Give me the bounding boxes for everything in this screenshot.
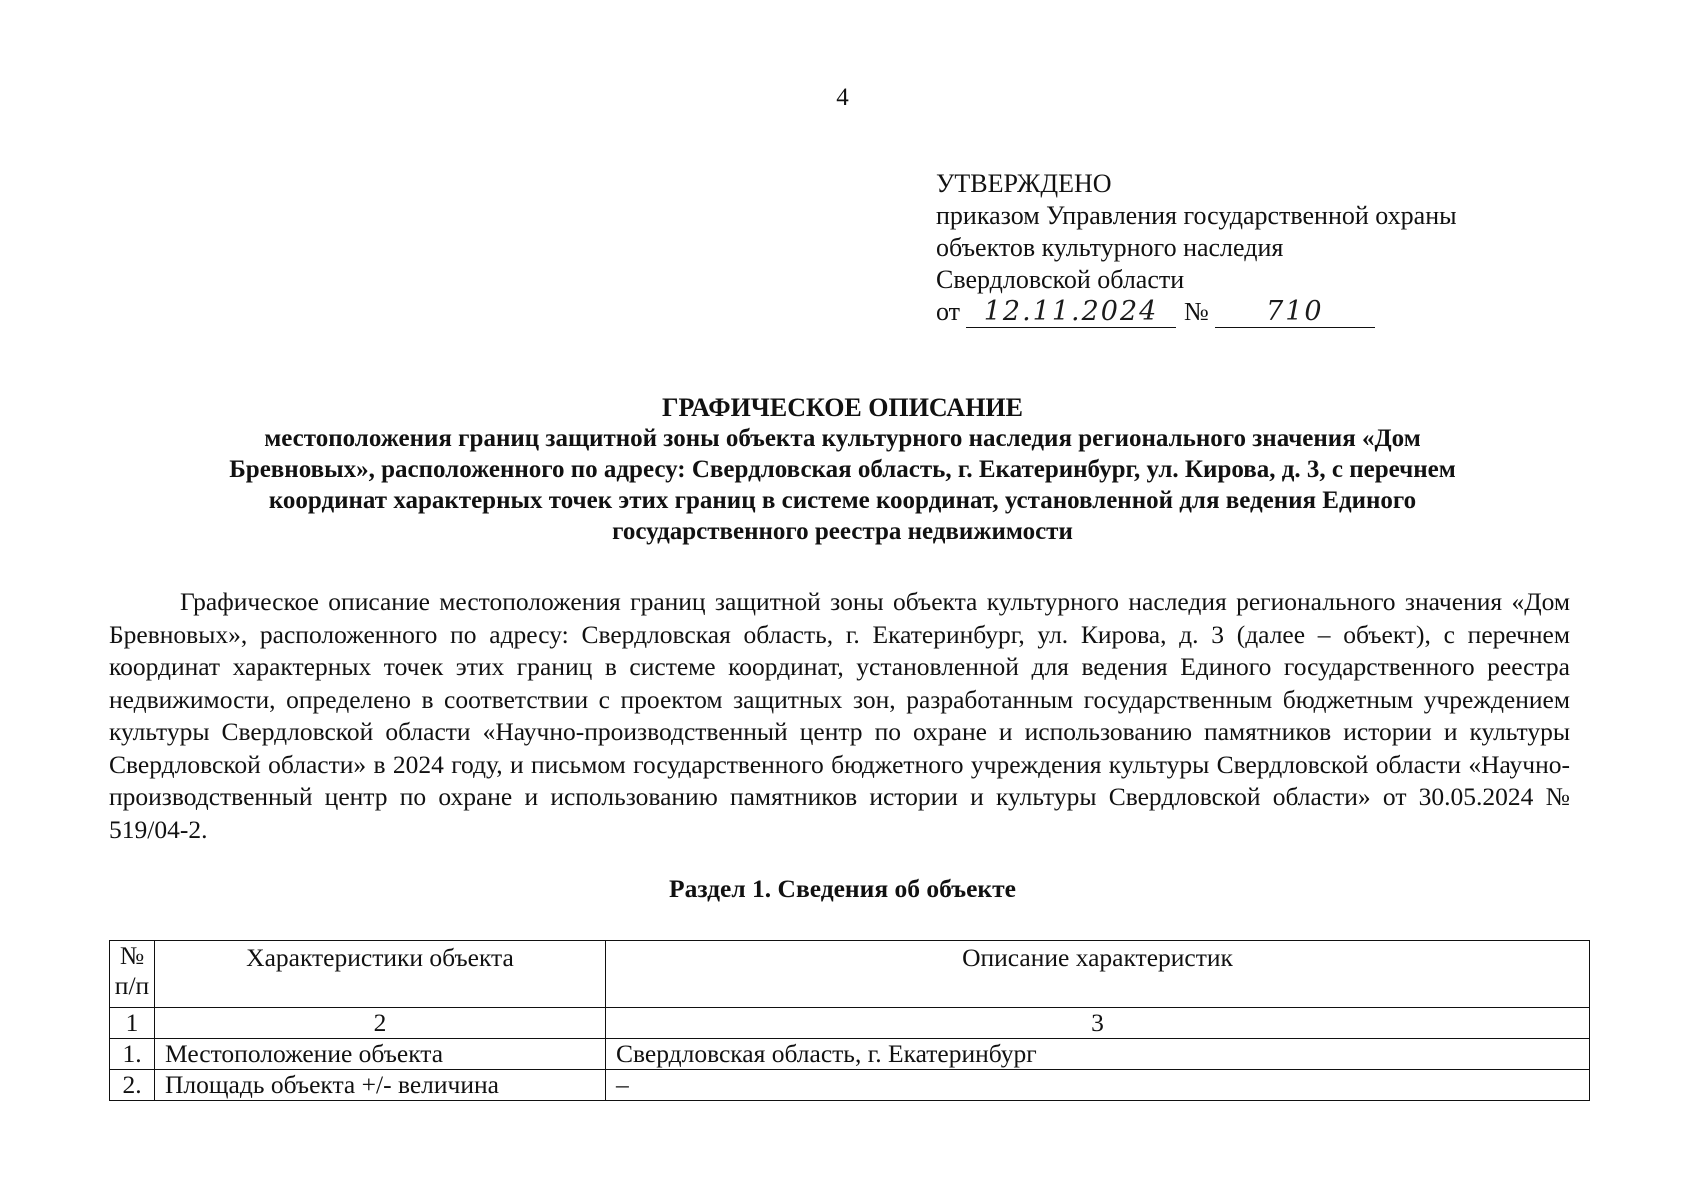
table-column-number-row [110, 1008, 1590, 1039]
date-prefix: от [936, 297, 961, 326]
handwritten-number: 710 [1215, 297, 1375, 328]
approval-date-line [936, 296, 1636, 328]
table-row [110, 1039, 1590, 1070]
table-cell: Местоположение объекта [155, 1039, 606, 1070]
number-label: № [1184, 297, 1209, 326]
table-header-cell: Описание характеристик [606, 941, 1590, 1008]
approval-line: объектов культурного наследия [936, 233, 1284, 262]
approval-line: Свердловской области [936, 265, 1185, 294]
document-title [120, 392, 1565, 547]
table-cell: 1. [110, 1039, 155, 1070]
document-heading: ГРАФИЧЕСКОЕ ОПИСАНИЕ [662, 393, 1023, 422]
intro-paragraph: Графическое описание местоположения границ защитной зоны объекта культурного наследия регионального значения «Дом Бревновых», расположенного по адресу: Свердловская область, г. Екатеринбург, ул. Кирова, д. 3 (далее – объект), с перечнем координат характерных точек этих границ в системе координат, установленной для ведения Единого государственного реестра недвижимости, определено в соответствии с проектом защитных зон, разработанным государственным бюджетным учреждением культуры Свердловской области «Научно-производственный центр по охране и использованию памятников истории и культуры Свердловской области» в 2024 году, и письмом государственного бюджетного учреждения культуры Свердловской области «Научно-производственный центр по охране и использованию памятников истории и культуры Свердловской области» от 30.05.2024 № 519/04-2. [109, 587, 1570, 844]
document-title-line: государственного реестра недвижимости [612, 518, 1073, 545]
document-title-line: координат характерных точек этих границ в системе координат, установленной для ведения Единого [268, 487, 1417, 514]
approval-title: УТВЕРЖДЕНО [936, 169, 1112, 198]
table-cell: 2. [110, 1070, 155, 1101]
table-cell: Свердловская область, г. Екатеринбург [606, 1039, 1590, 1070]
table-cell: – [606, 1070, 1590, 1101]
table-cell: Площадь объекта +/- величина [155, 1070, 606, 1101]
table-header-cell: № п/п [110, 941, 155, 1008]
section-title: Раздел 1. Сведения об объекте [669, 874, 1016, 903]
table-cell: 1 [110, 1008, 155, 1039]
table-header-cell: Характеристики объекта [155, 941, 606, 1008]
approval-block [936, 168, 1636, 328]
page-number: 4 [836, 84, 849, 111]
object-info-table [109, 940, 1590, 1101]
table-cell: 2 [155, 1008, 606, 1039]
table-row [110, 1070, 1590, 1101]
approval-line: приказом Управления государственной охраны [936, 201, 1457, 230]
table-cell: 3 [606, 1008, 1590, 1039]
handwritten-date: 12.11.2024 [966, 297, 1176, 328]
table-header-row [110, 941, 1590, 1008]
document-title-line: Бревновых», расположенного по адресу: Свердловская область, г. Екатеринбург, ул. Кирова, д. 3, с перечнем [229, 456, 1456, 483]
document-title-line: местоположения границ защитной зоны объекта культурного наследия регионального значения «Дом [264, 425, 1421, 452]
